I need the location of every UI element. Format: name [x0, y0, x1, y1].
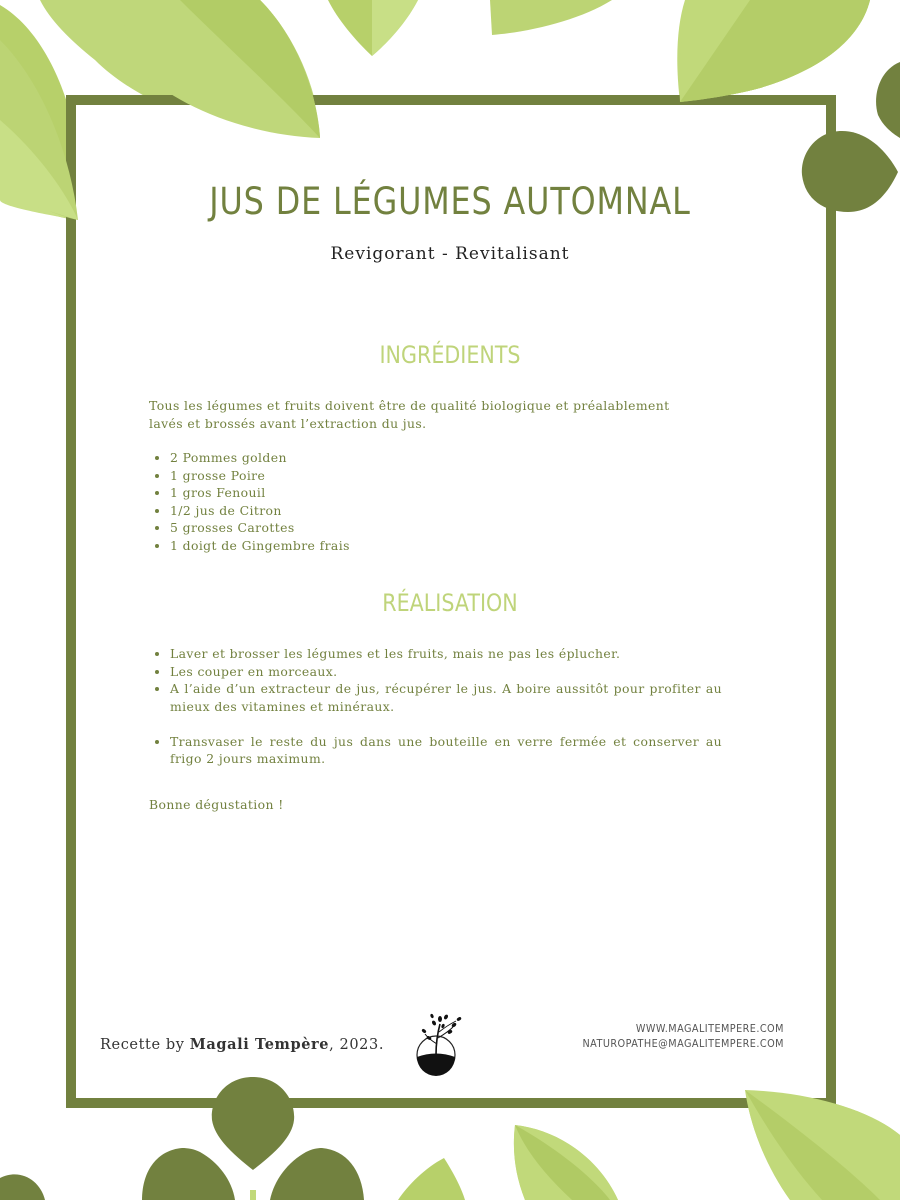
list-item: • Transvaser le reste du jus dans une bouteille en verre fermée et conserver au frigo 2 jours maximum. — [170, 733, 722, 768]
list-item: • Laver et brosser les légumes et les fruits, mais ne pas les éplucher. — [170, 645, 722, 663]
contact-info — [583, 1021, 784, 1051]
list-item: • 1/2 jus de Citron — [170, 502, 722, 520]
list-item: • 2 Pommes golden — [170, 449, 722, 467]
ingredients-list — [149, 449, 722, 554]
recipe-title: JUS DE LÉGUMES AUTOMNAL — [209, 180, 691, 223]
email-link[interactable]: NATUROPATHE@MAGALITEMPERE.COM — [582, 1037, 784, 1050]
ingredients-intro: Tous les légumes et fruits doivent être de qualité biologique et préalablement lavés et brossés avant l’extraction du jus. — [149, 398, 670, 431]
list-item: • 5 grosses Carottes — [170, 519, 722, 537]
recipe-credit — [100, 1036, 384, 1053]
list-item: • Les couper en morceaux. — [170, 663, 722, 681]
closing-text: Bonne dégustation ! — [149, 797, 284, 812]
author-name: Magali Tempère — [189, 1036, 330, 1053]
list-item: • A l’aide d’un extracteur de jus, récupérer le jus. A boire aussitôt pour profiter au mieux des vitamines et minéraux. — [170, 680, 722, 715]
steps-list — [149, 645, 722, 768]
recipe-subtitle: Revigorant - Revitalisant — [330, 244, 570, 264]
list-item: • 1 grosse Poire — [170, 467, 722, 485]
credit-prefix: Recette by — [100, 1037, 190, 1053]
list-item: • 1 gros Fenouil — [170, 484, 722, 502]
website-link[interactable]: WWW.MAGALITEMPERE.COM — [635, 1022, 784, 1035]
credit-suffix: , 2023. — [329, 1037, 385, 1053]
tree-in-circle-icon — [410, 1010, 468, 1076]
steps-heading: RÉALISATION — [382, 589, 518, 617]
list-item: • 1 doigt de Gingembre frais — [170, 537, 722, 555]
ingredients-heading: INGRÉDIENTS — [379, 341, 521, 369]
